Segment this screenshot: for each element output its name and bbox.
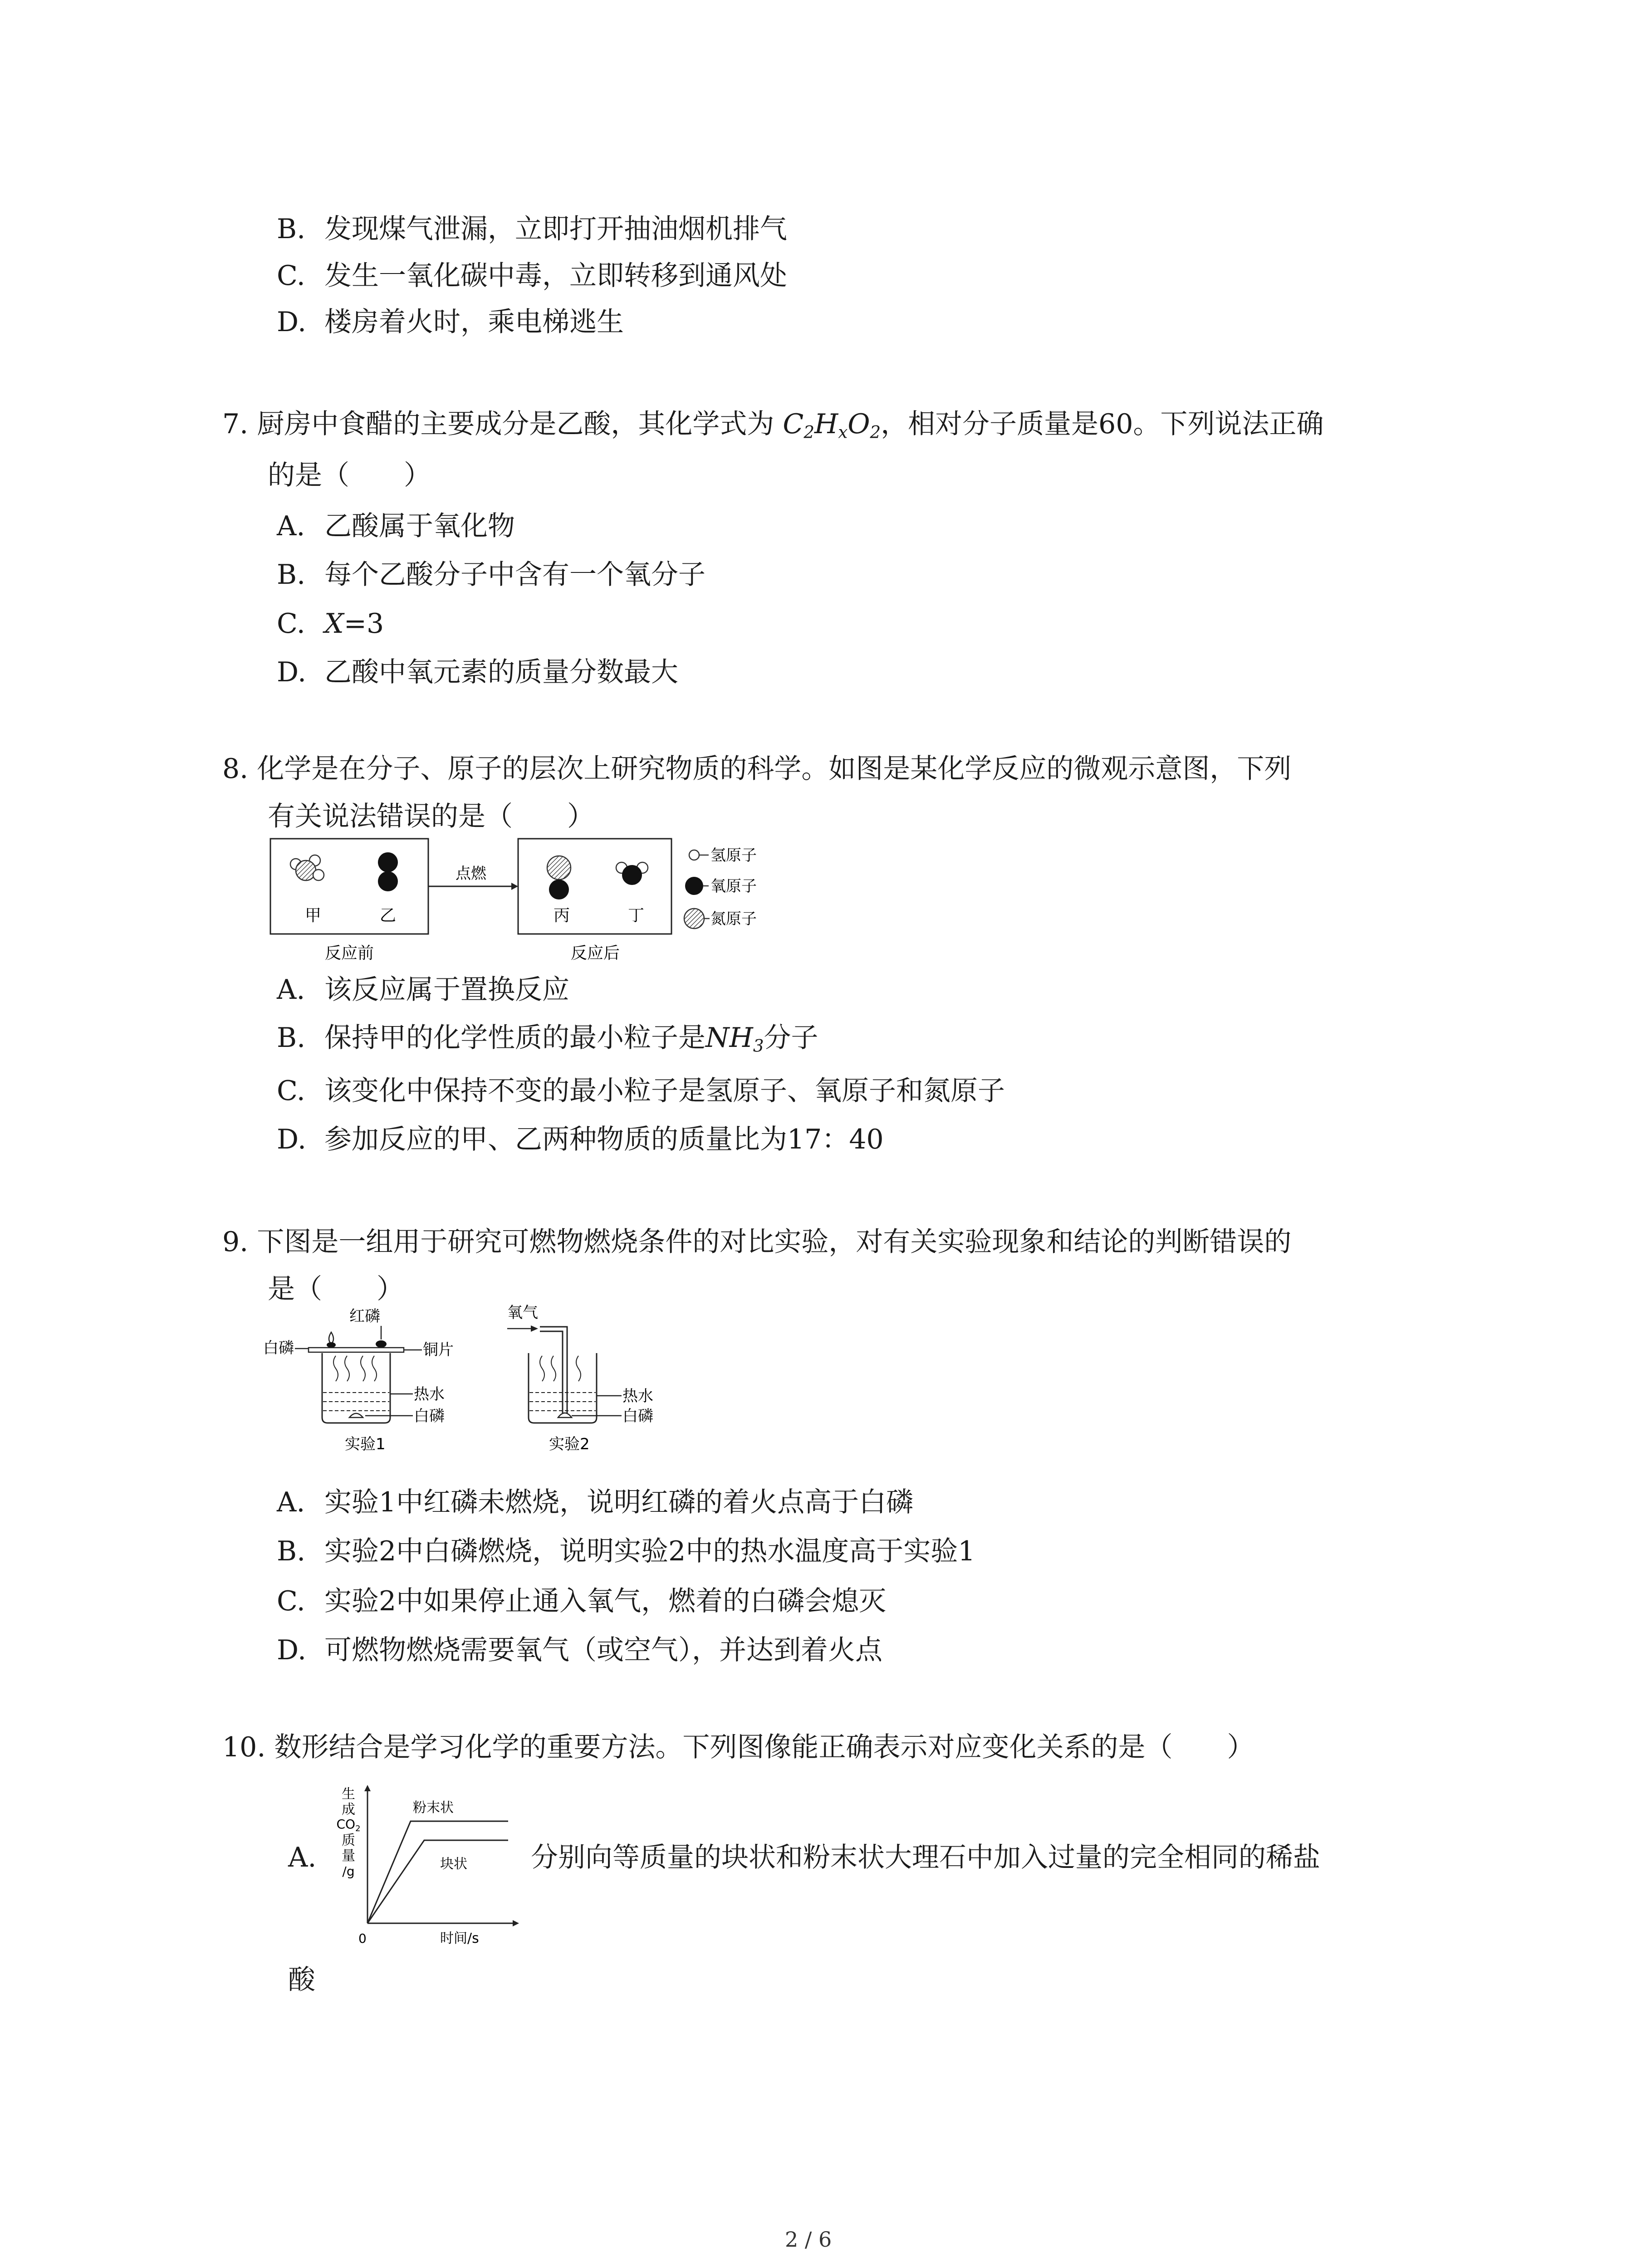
caption-after: 反应后 <box>570 944 620 963</box>
option-text: 楼房着火时，乘电梯逃生 <box>324 306 624 338</box>
q9-stem: 9. 下图是一组用于研究可燃物燃烧条件的对比实验，对有关实验现象和结论的判断错误的 <box>222 1226 1292 1258</box>
label-yi: 乙 <box>379 906 397 925</box>
svg-text:生: 生 <box>342 1786 355 1802</box>
q10-option-a-text: 分别向等质量的块状和粉末状大理石中加入过量的完全相同的稀盐 <box>531 1842 1320 1873</box>
legend-nitrogen: 氮原子 <box>710 910 757 928</box>
caption-before: 反应前 <box>324 944 374 963</box>
after-box <box>518 839 671 934</box>
q7-option-d: D. 乙酸中氧元素的质量分数最大 <box>277 656 678 688</box>
option-text: 发现煤气泄漏，立即打开抽油烟机排气 <box>324 213 787 245</box>
svg-text:量: 量 <box>342 1848 355 1864</box>
label-hot-water-2: 热水 <box>622 1387 653 1405</box>
question-number: 7. <box>222 408 249 440</box>
formula: $C_2H_xO_2$ <box>783 408 881 442</box>
legend-oxygen: 氧原子 <box>710 877 757 895</box>
q8-option-d: D. 参加反应的甲、乙两种物质的质量比为17：40 <box>277 1124 884 1155</box>
molecule-jia <box>290 855 324 880</box>
label-red-phosphorus: 红磷 <box>349 1307 380 1325</box>
arrow-label: 点燃 <box>456 865 486 883</box>
q10-option-a-letter: A. <box>288 1842 317 1873</box>
q9-option-c: C. 实验2中如果停止通入氧气，燃着的白磷会熄灭 <box>277 1585 887 1617</box>
q10-stem: 10. 数形结合是学习化学的重要方法。下列图像能正确表示对应变化关系的是（ ） <box>222 1731 1254 1763</box>
q8-stem: 8. 化学是在分子、原子的层次上研究物质的科学。如图是某化学反应的微观示意图，下列 <box>222 753 1292 785</box>
molecule-bing <box>547 856 571 899</box>
label-ding: 丁 <box>627 906 645 925</box>
q10-option-a-text-cont: 酸 <box>288 1964 315 1996</box>
page-number: 2 / 6 <box>785 2227 832 2252</box>
q7-stem <box>222 408 1324 442</box>
experiment-1 <box>263 1307 454 1453</box>
q7-stem-line2: 的是（ ） <box>268 459 431 491</box>
q9-stem-line2: 是（ ） <box>268 1273 404 1305</box>
q6-option-b <box>277 215 787 243</box>
stem-text: 厨房中食醋的主要成分是乙酸，其化学式为 <box>257 408 774 440</box>
curve-lump <box>367 1840 508 1923</box>
label-jia: 甲 <box>304 906 322 925</box>
option-text: 发生一氧化碳中毒，立即转移到通风处 <box>324 260 787 292</box>
option-letter: D. <box>277 306 307 338</box>
label-white-phosphorus-1: 白磷 <box>414 1407 445 1425</box>
molecule-ding <box>616 862 648 885</box>
q6-option-c <box>277 260 787 292</box>
q7-option-b: B. 每个乙酸分子中含有一个氧分子 <box>277 559 705 591</box>
label-lump: 块状 <box>440 1856 467 1872</box>
q10-option-a-graph <box>336 1785 526 1957</box>
curve-powder <box>367 1821 508 1923</box>
label-white-phosphorus-top: 白磷 <box>263 1339 294 1357</box>
label-bing: 丙 <box>553 906 570 925</box>
label-powder: 粉末状 <box>413 1800 454 1816</box>
option-letter: C. <box>277 260 305 292</box>
experiment-2 <box>507 1304 653 1453</box>
origin-label: 0 <box>358 1931 367 1946</box>
legend-hydrogen: 氢原子 <box>710 846 757 865</box>
before-box <box>270 839 428 934</box>
q7-option-c: C. X=3 <box>277 608 384 640</box>
q9-experiment-diagram <box>263 1304 717 1495</box>
ylabel-co2: $CO_2$ <box>336 1817 361 1833</box>
q8-reaction-diagram <box>268 837 835 973</box>
svg-text:成: 成 <box>342 1802 355 1818</box>
caption-exp1: 实验1 <box>345 1435 386 1453</box>
molecule-yi <box>378 852 398 891</box>
label-white-phosphorus-2: 白磷 <box>622 1407 653 1425</box>
q7-option-a: A. 乙酸属于氧化物 <box>277 510 515 542</box>
q6-option-d <box>277 308 624 336</box>
label-copper-sheet: 铜片 <box>423 1341 454 1359</box>
svg-text:/g: /g <box>342 1864 355 1879</box>
q9-option-b: B. 实验2中白磷燃烧，说明实验2中的热水温度高于实验1 <box>277 1535 975 1567</box>
stem-text: ，相对分子质量是60。下列说法正确 <box>881 408 1324 440</box>
option-letter: B. <box>277 213 306 245</box>
q9-option-a: A. 实验1中红磷未燃烧，说明红磷的着火点高于白磷 <box>277 1486 914 1518</box>
q8-stem-line2: 有关说法错误的是（ ） <box>268 801 594 832</box>
q8-option-b: B. 保持甲的化学性质的最小粒子是$NH_3$分子 <box>277 1022 818 1056</box>
q9-option-d: D. 可燃物燃烧需要氧气（或空气），并达到着火点 <box>277 1634 882 1666</box>
caption-exp2: 实验2 <box>549 1435 590 1453</box>
q8-option-a: A. 该反应属于置换反应 <box>277 974 569 1006</box>
svg-text:质: 质 <box>342 1833 355 1848</box>
q8-option-c: C. 该变化中保持不变的最小粒子是氢原子、氧原子和氮原子 <box>277 1075 1005 1107</box>
legend <box>684 846 757 929</box>
xlabel: 时间/s <box>440 1931 479 1946</box>
label-oxygen: 氧气 <box>507 1304 538 1322</box>
label-hot-water-1: 热水 <box>414 1385 445 1403</box>
